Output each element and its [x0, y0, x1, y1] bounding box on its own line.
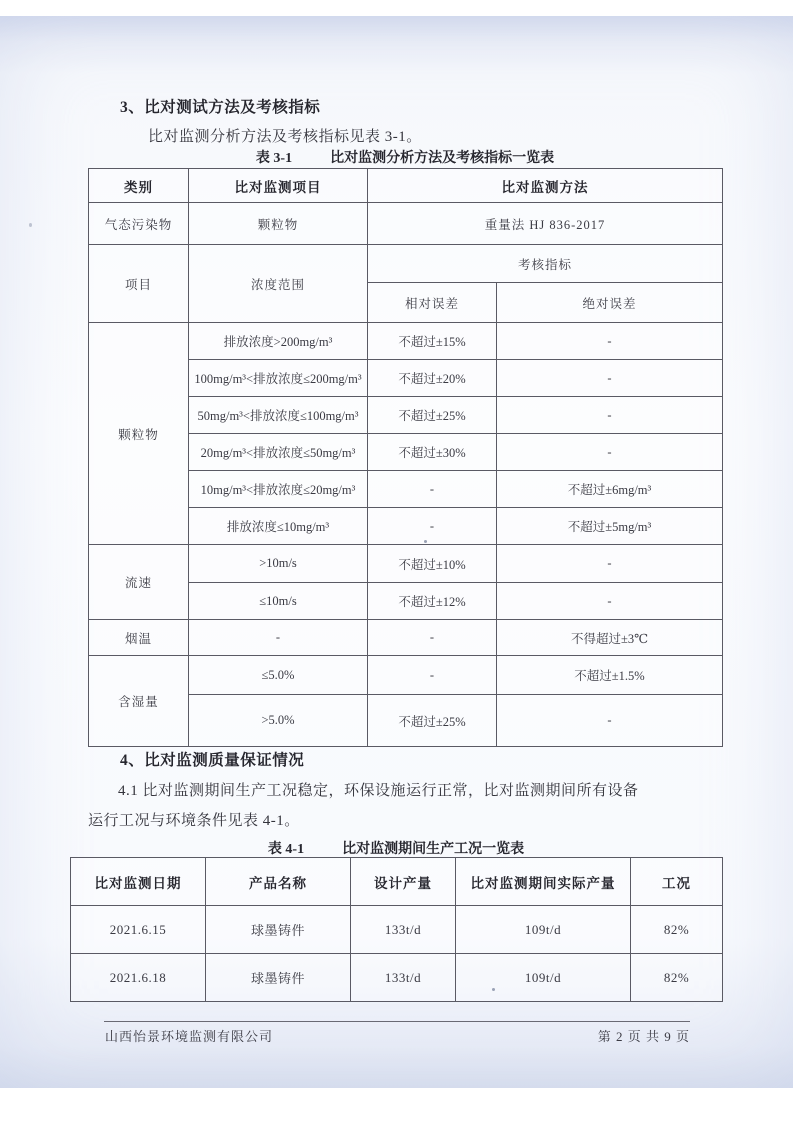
scan-speck	[424, 540, 427, 543]
cell-range: 50mg/m³<排放浓度≤100mg/m³	[189, 397, 368, 434]
scan-speck	[29, 223, 32, 227]
section-4-heading: 4、比对监测质量保证情况	[120, 752, 305, 769]
footer-page-number: 第 2 页 共 9 页	[597, 1029, 690, 1044]
cell-range: ≤10m/s	[189, 583, 368, 620]
cell-range: 100mg/m³<排放浓度≤200mg/m³	[189, 360, 368, 397]
table-row	[89, 203, 723, 245]
table-3-1-caption	[88, 147, 722, 167]
cell-flow-label: 流速	[89, 545, 189, 620]
cell-abs: 不超过±1.5%	[497, 656, 723, 695]
cell-abs: -	[497, 545, 723, 583]
cell-design: 133t/d	[351, 954, 456, 1002]
header-product-name: 产品名称	[206, 858, 351, 906]
table-row	[89, 169, 723, 203]
cell-range: 排放浓度>200mg/m³	[189, 323, 368, 360]
table-3-1	[88, 168, 723, 747]
scan-speck	[492, 988, 495, 991]
cell-range: 排放浓度≤10mg/m³	[189, 508, 368, 545]
cell-rel: 不超过±12%	[368, 583, 497, 620]
cell-range: 20mg/m³<排放浓度≤50mg/m³	[189, 434, 368, 471]
cell-rel: 不超过±10%	[368, 545, 497, 583]
table-row	[89, 656, 723, 695]
section-4-paragraph-line2: 运行工况与环境条件见表 4-1。	[88, 813, 300, 829]
cell-abs: -	[497, 360, 723, 397]
cell-range: >5.0%	[189, 695, 368, 747]
cell-abs: 不超过±6mg/m³	[497, 471, 723, 508]
cell-date: 2021.6.15	[71, 906, 206, 954]
cell-gas-method: 重量法 HJ 836-2017	[368, 203, 723, 245]
cell-abs-error-header: 绝对误差	[497, 283, 723, 323]
cell-rel-error-header: 相对误差	[368, 283, 497, 323]
cell-range: -	[189, 620, 368, 656]
cell-item-category: 项目	[89, 245, 189, 323]
footer-rule	[104, 1021, 690, 1022]
cell-abs: -	[497, 323, 723, 360]
table-3-1-caption-label: 表 3-1	[255, 151, 293, 166]
cell-range: >10m/s	[189, 545, 368, 583]
header-method: 比对监测方法	[368, 169, 723, 203]
footer-company: 山西怡景环境监测有限公司	[105, 1029, 274, 1044]
cell-abs: 不得超过±3℃	[497, 620, 723, 656]
cell-rel: -	[368, 508, 497, 545]
table-row	[89, 323, 723, 360]
table-row	[71, 906, 723, 954]
cell-rel: 不超过±25%	[368, 397, 497, 434]
cell-humidity-label: 含湿量	[89, 656, 189, 747]
cell-date: 2021.6.18	[71, 954, 206, 1002]
header-item: 比对监测项目	[189, 169, 368, 203]
cell-rel: 不超过±20%	[368, 360, 497, 397]
section-3-heading: 3、比对测试方法及考核指标	[120, 99, 321, 116]
cell-temp-label: 烟温	[89, 620, 189, 656]
table-row	[89, 245, 723, 283]
table-4-1-caption-title: 比对监测期间生产工况一览表	[342, 842, 525, 857]
table-4-1	[70, 857, 723, 1002]
cell-abs: -	[497, 583, 723, 620]
header-category: 类别	[89, 169, 189, 203]
cell-rel: 不超过±30%	[368, 434, 497, 471]
cell-load: 82%	[631, 906, 723, 954]
cell-gas-item: 颗粒物	[189, 203, 368, 245]
cell-product: 球墨铸件	[206, 954, 351, 1002]
cell-range-header: 浓度范围	[189, 245, 368, 323]
cell-particulate-label: 颗粒物	[89, 323, 189, 545]
table-4-1-caption-label: 表 4-1	[267, 842, 305, 857]
cell-design: 133t/d	[351, 906, 456, 954]
cell-product: 球墨铸件	[206, 906, 351, 954]
cell-rel: 不超过±15%	[368, 323, 497, 360]
table-3-1-caption-title: 比对监测分析方法及考核指标一览表	[330, 151, 555, 166]
cell-actual: 109t/d	[456, 954, 631, 1002]
cell-abs: -	[497, 695, 723, 747]
table-row	[71, 954, 723, 1002]
table-4-1-caption	[70, 838, 722, 858]
cell-assess-header: 考核指标	[368, 245, 723, 283]
cell-range: ≤5.0%	[189, 656, 368, 695]
cell-actual: 109t/d	[456, 906, 631, 954]
cell-abs: 不超过±5mg/m³	[497, 508, 723, 545]
header-design-output: 设计产量	[351, 858, 456, 906]
cell-rel: -	[368, 620, 497, 656]
cell-load: 82%	[631, 954, 723, 1002]
section-4-paragraph-line1: 4.1 比对监测期间生产工况稳定，环保设施运行正常，比对监测期间所有设备	[118, 783, 639, 799]
table-row	[89, 620, 723, 656]
header-actual-output: 比对监测期间实际产量	[456, 858, 631, 906]
cell-rel: 不超过±25%	[368, 695, 497, 747]
table-row	[71, 858, 723, 906]
cell-rel: -	[368, 656, 497, 695]
cell-abs: -	[497, 434, 723, 471]
table-row	[89, 545, 723, 583]
section-3-intro: 比对监测分析方法及考核指标见表 3-1。	[148, 129, 422, 145]
cell-rel: -	[368, 471, 497, 508]
cell-gas-category: 气态污染物	[89, 203, 189, 245]
cell-abs: -	[497, 397, 723, 434]
cell-range: 10mg/m³<排放浓度≤20mg/m³	[189, 471, 368, 508]
header-monitor-date: 比对监测日期	[71, 858, 206, 906]
header-load: 工况	[631, 858, 723, 906]
